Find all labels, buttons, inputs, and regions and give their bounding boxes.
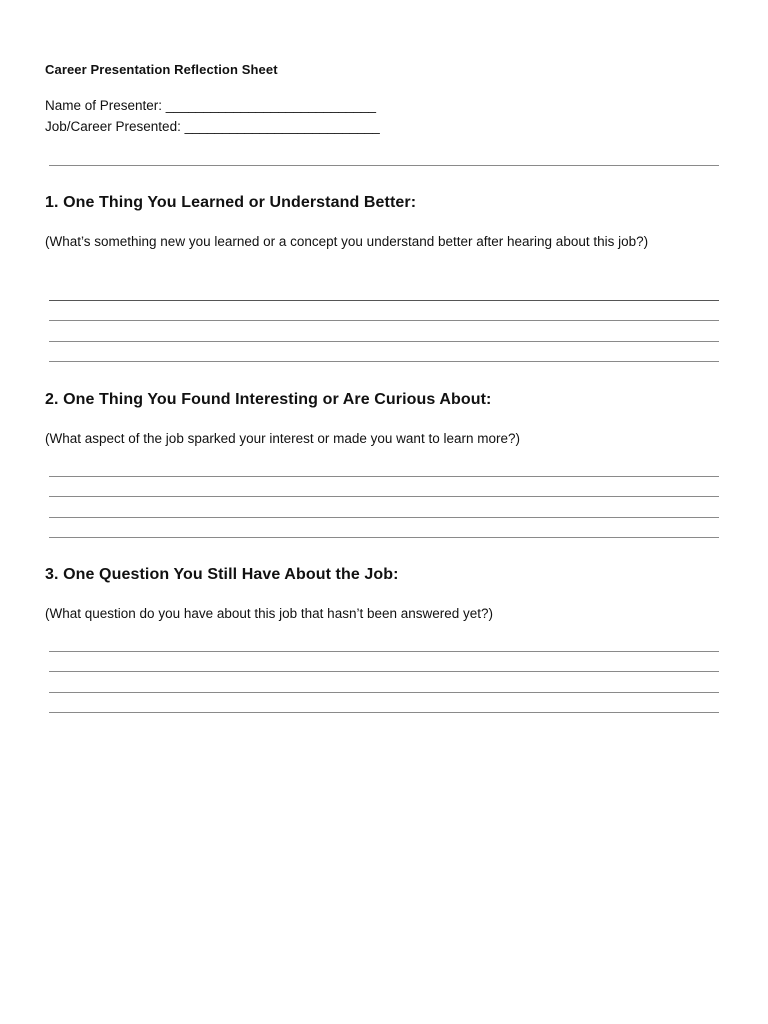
- section-3-heading: 3. One Question You Still Have About the Job:: [45, 566, 399, 583]
- career-presented-field: Job/Career Presented: __________________________: [45, 119, 380, 134]
- section-3-answer-line: [49, 651, 719, 652]
- section-1-heading: 1. One Thing You Learned or Understand Better:: [45, 194, 417, 211]
- section-3-answer-line: [49, 712, 719, 713]
- section-1-answer-line: [49, 341, 719, 342]
- section-1-answer-line: [49, 300, 719, 301]
- section-2-answer-line: [49, 476, 719, 477]
- section-3-prompt: (What question do you have about this job that hasn’t been answered yet?): [45, 606, 494, 621]
- section-2-answer-line: [49, 517, 719, 518]
- section-1-prompt: (What’s something new you learned or a concept you understand better after hearing about this job?): [45, 234, 649, 249]
- section-1-answer-line: [49, 320, 719, 321]
- section-2-prompt: (What aspect of the job sparked your interest or made you want to learn more?): [45, 431, 520, 446]
- page-title: Career Presentation Reflection Sheet: [45, 62, 278, 77]
- section-2-answer-line: [49, 537, 719, 538]
- section-2-heading: 2. One Thing You Found Interesting or Are Curious About:: [45, 391, 492, 408]
- section-2-answer-line: [49, 496, 719, 497]
- header-divider: [49, 165, 719, 166]
- presenter-name-field: Name of Presenter: ____________________________: [45, 98, 377, 113]
- section-3-answer-line: [49, 671, 719, 672]
- section-3-answer-line: [49, 692, 719, 693]
- section-1-answer-line: [49, 361, 719, 362]
